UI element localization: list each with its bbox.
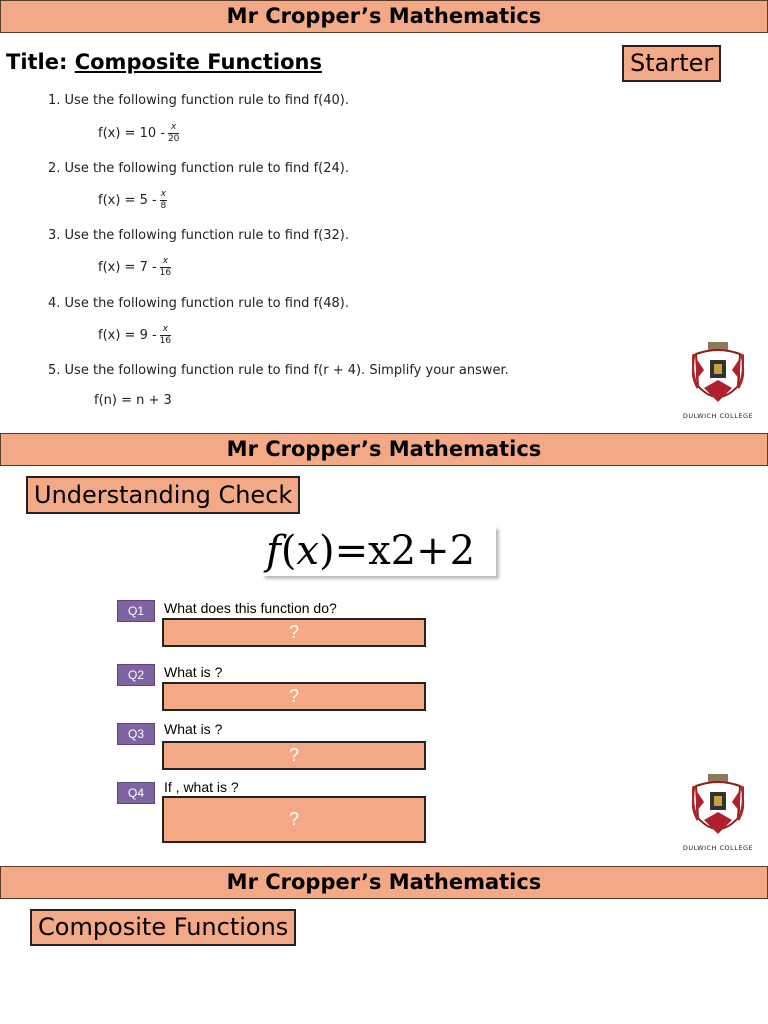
- function-prefix: f(x) = 7 -: [98, 260, 157, 275]
- formula-rest: =x2+2: [334, 528, 476, 574]
- title-topic: Composite Functions: [74, 50, 322, 74]
- fraction: $\frac{x}{16}$: [159, 324, 172, 346]
- function-prefix: f(x) = 10 -: [98, 126, 165, 141]
- q4-tag: Q4: [117, 782, 155, 804]
- crest-label: DULWICH COLLEGE: [682, 412, 754, 420]
- question-number: 4.: [48, 296, 61, 311]
- q2-tag: Q2: [117, 664, 155, 686]
- crest-shield-icon: [692, 772, 744, 842]
- formula-rparen: ): [318, 528, 335, 574]
- question-text: Use the following function rule to find f(24).: [64, 161, 349, 176]
- function-rule-1: [98, 122, 179, 145]
- q2-answer-box[interactable]: ?: [162, 682, 426, 711]
- q2-text: What is ?: [164, 664, 223, 680]
- formula-f: f: [266, 528, 281, 574]
- q3-tag: Q3: [117, 723, 155, 745]
- slide1-banner: Mr Cropper’s Mathematics: [0, 0, 768, 33]
- q1-answer-box[interactable]: ?: [162, 618, 426, 647]
- function-formula: [262, 526, 496, 576]
- question-1: [48, 93, 349, 108]
- title-prefix: Title:: [6, 50, 68, 74]
- question-text: Use the following function rule to find f(40).: [64, 93, 349, 108]
- slide1-title: [6, 50, 322, 74]
- college-crest: [678, 772, 758, 852]
- composite-functions-label: Composite Functions: [30, 909, 296, 946]
- question-number: 5.: [48, 363, 61, 378]
- question-2: [48, 161, 349, 176]
- fraction: $\frac{x}{16}$: [159, 256, 172, 278]
- question-5: [48, 363, 509, 378]
- fraction: $\frac{x}{8}$: [160, 189, 167, 211]
- understanding-check-label: Understanding Check: [26, 476, 300, 514]
- function-prefix: f(x) = 5 -: [98, 193, 157, 208]
- formula-x: x: [296, 528, 319, 574]
- q4-text: If , what is ?: [164, 779, 239, 795]
- q3-text: What is ?: [164, 721, 223, 737]
- college-crest: [678, 340, 758, 420]
- function-rule-4: [98, 324, 171, 347]
- function-rule-3: [98, 256, 171, 279]
- question-4: [48, 296, 349, 311]
- function-rule-5: [94, 393, 172, 408]
- crest-shield-icon: [692, 340, 744, 410]
- function-prefix: f(n) = n + 3: [94, 393, 172, 408]
- crest-label: DULWICH COLLEGE: [682, 844, 754, 852]
- q3-answer-box[interactable]: ?: [162, 741, 426, 770]
- question-number: 1.: [48, 93, 61, 108]
- q1-tag: Q1: [117, 600, 155, 622]
- question-3: [48, 228, 349, 243]
- question-text: Use the following function rule to find f(32).: [64, 228, 349, 243]
- question-number: 3.: [48, 228, 61, 243]
- function-prefix: f(x) = 9 -: [98, 328, 157, 343]
- fraction: $\frac{x}{20}$: [167, 122, 180, 144]
- function-rule-2: [98, 189, 167, 212]
- q1-text: What does this function do?: [164, 600, 337, 616]
- question-number: 2.: [48, 161, 61, 176]
- slide2-banner: Mr Cropper’s Mathematics: [0, 433, 768, 466]
- formula-lparen: (: [280, 528, 297, 574]
- slide3-banner: Mr Cropper’s Mathematics: [0, 866, 768, 899]
- q4-answer-box[interactable]: ?: [162, 796, 426, 843]
- question-text: Use the following function rule to find f(r + 4). Simplify your answer.: [64, 363, 509, 378]
- question-text: Use the following function rule to find f(48).: [64, 296, 349, 311]
- starter-label: Starter: [622, 45, 721, 82]
